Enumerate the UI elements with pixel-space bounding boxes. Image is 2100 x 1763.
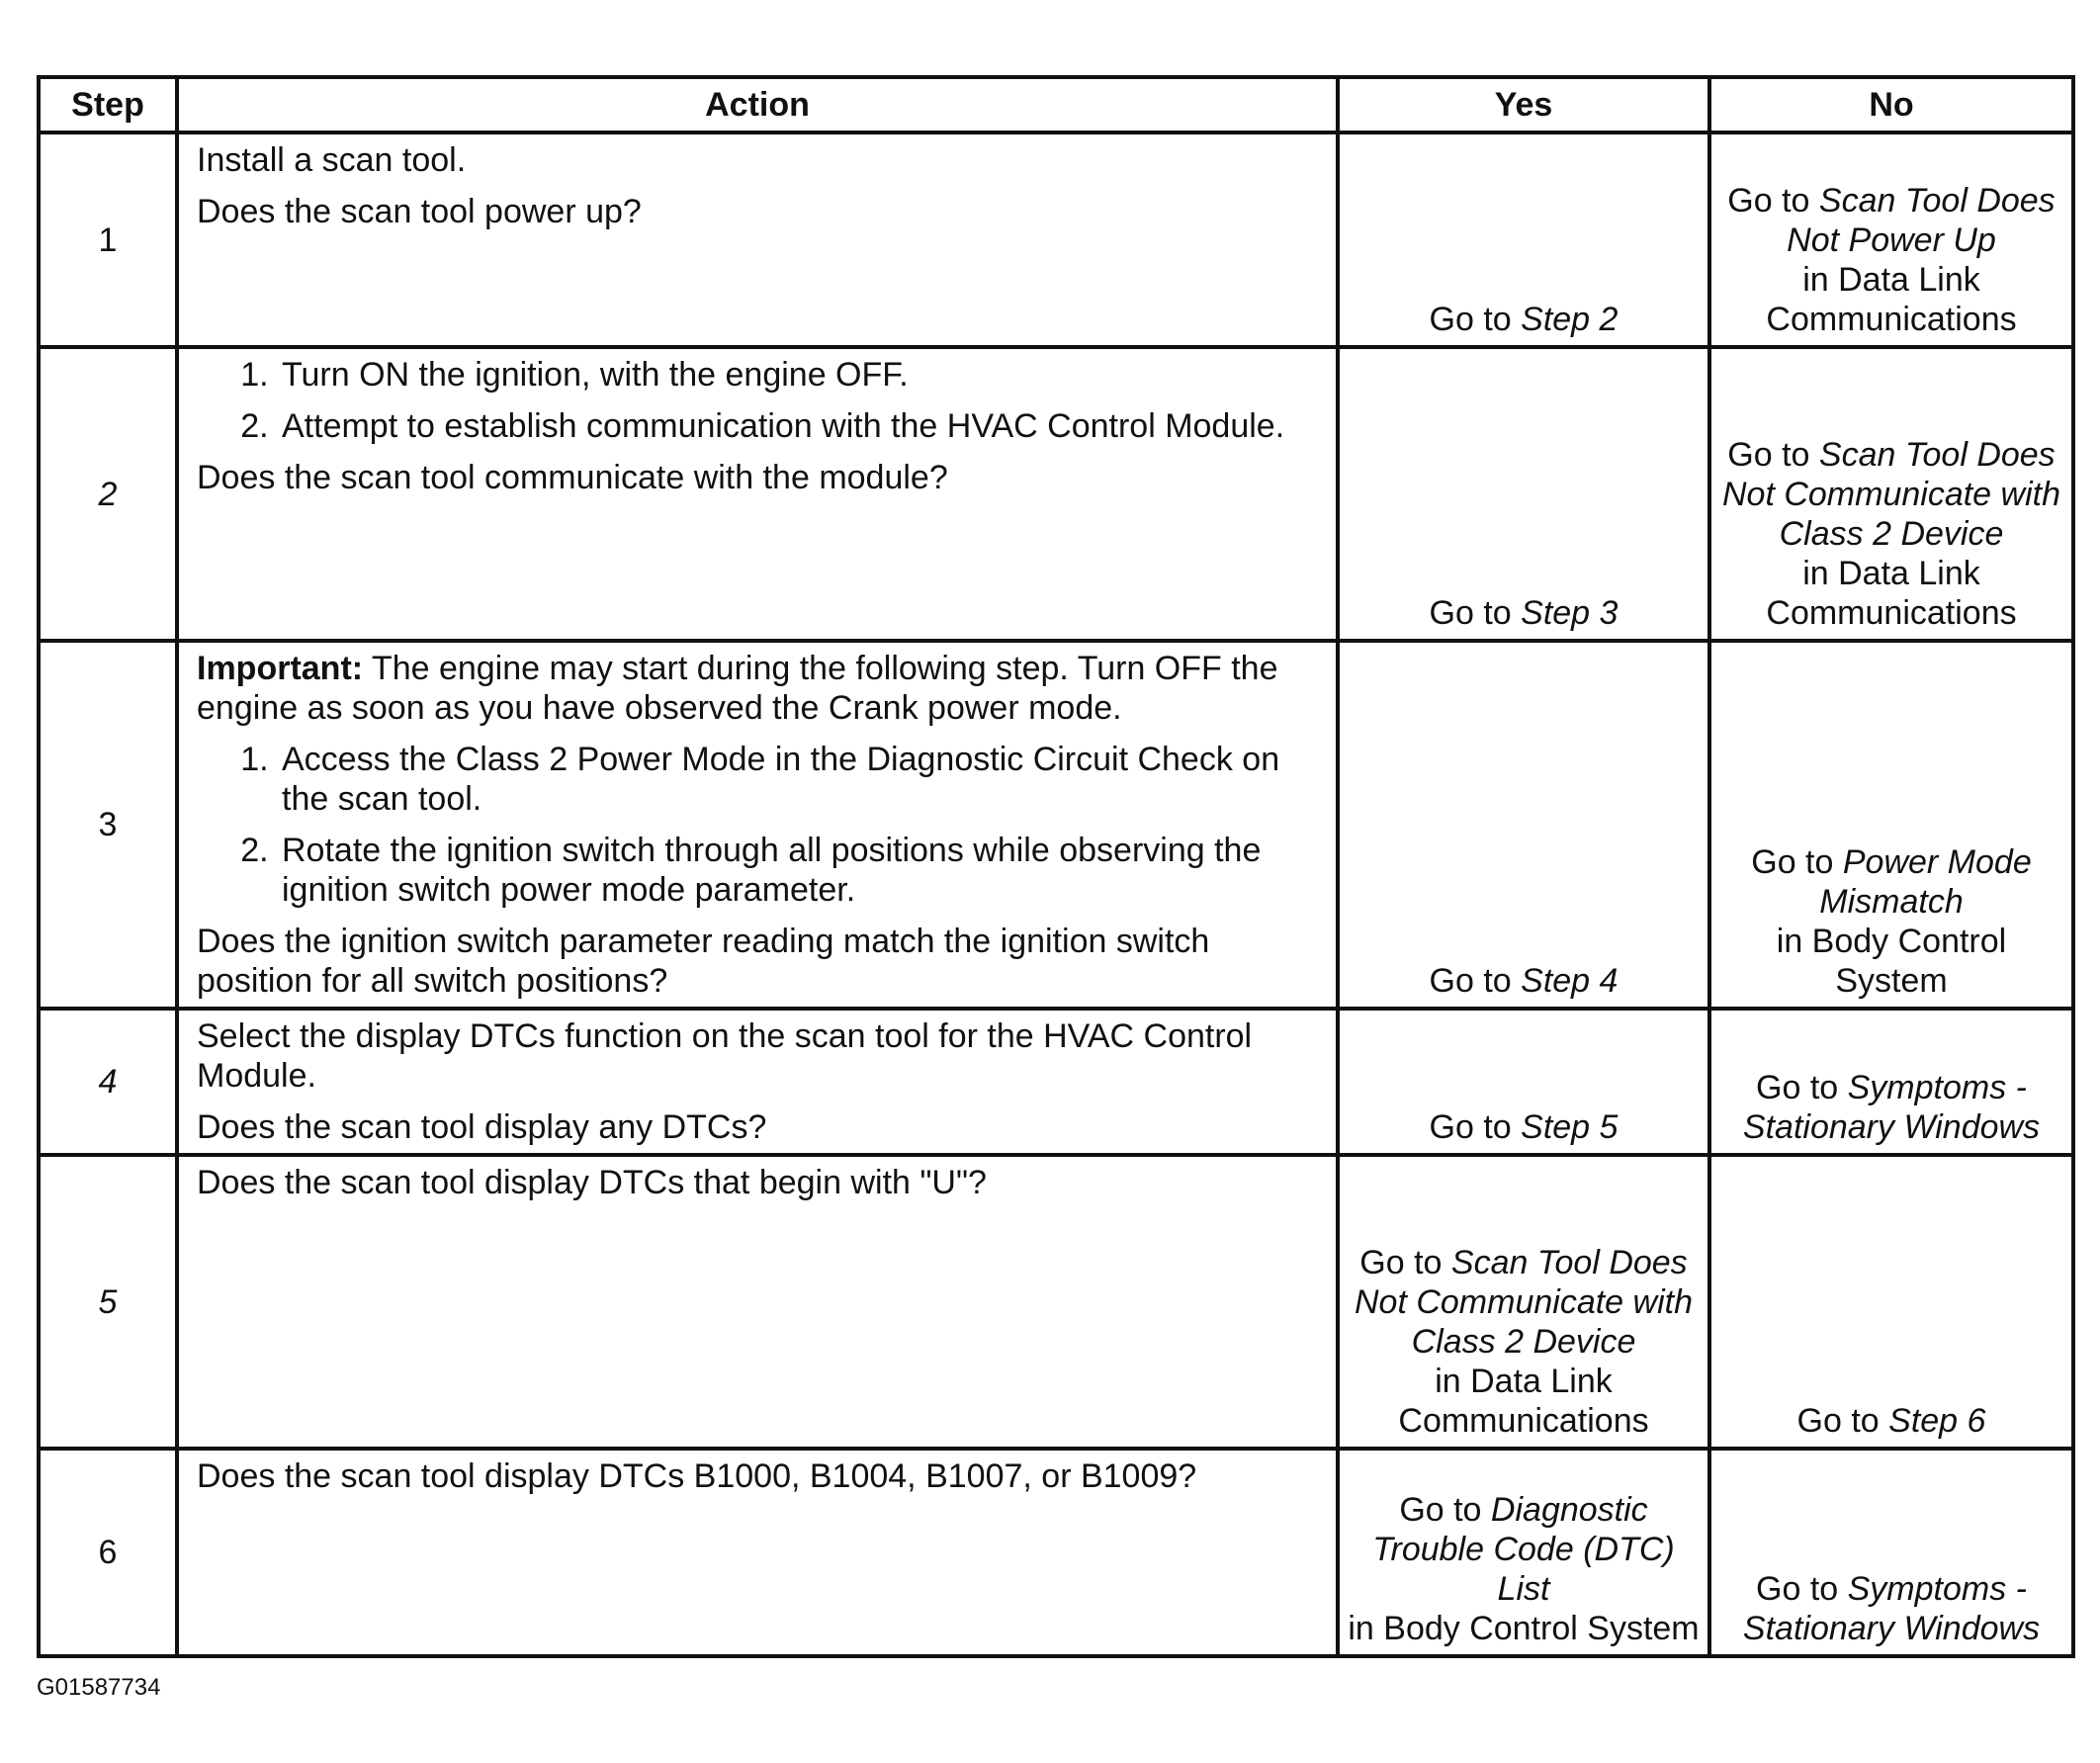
- no-prefix: Go to: [1756, 1570, 1848, 1608]
- important-label: Important:: [197, 650, 364, 687]
- no-link[interactable]: Power Mode Mismatch: [1819, 843, 2032, 921]
- table-row: [39, 132, 2073, 347]
- no-cell: [1709, 1009, 2073, 1155]
- action-question: Does the scan tool display any DTCs?: [197, 1108, 767, 1146]
- yes-link[interactable]: Step 2: [1521, 301, 1619, 338]
- step-number: 5: [39, 1155, 177, 1449]
- table-row: [39, 1009, 2073, 1155]
- yes-suffix: in Data Link Communications: [1398, 1363, 1649, 1440]
- no-prefix: Go to: [1796, 1402, 1889, 1440]
- action-cell: [177, 641, 1338, 1009]
- action-step: 1. Access the Class 2 Power Mode in the Diagnostic Circuit Check on the scan tool.: [278, 740, 1318, 819]
- action-steps: [197, 355, 1318, 446]
- diagnostic-table: [37, 75, 2075, 1658]
- action-cell: [177, 347, 1338, 641]
- action-question: Does the scan tool display DTCs B1000, B1004, B1007, or B1009?: [197, 1457, 1197, 1495]
- yes-prefix: Go to: [1429, 301, 1522, 338]
- action-question: Does the ignition switch parameter reading match the ignition switch position for all switch positions?: [197, 923, 1210, 1000]
- no-link[interactable]: Scan Tool Does Not Power Up: [1787, 182, 2056, 259]
- action-step: 1. Turn ON the ignition, with the engine OFF.: [278, 355, 1318, 395]
- action-question: Does the scan tool communicate with the module?: [197, 459, 948, 496]
- action-text: Install a scan tool.: [197, 141, 467, 179]
- action-question: Does the scan tool display DTCs that begin with "U"?: [197, 1164, 987, 1201]
- no-link[interactable]: Symptoms - Stationary Windows: [1742, 1069, 2041, 1146]
- table-row: [39, 641, 2073, 1009]
- no-prefix: Go to: [1727, 436, 1819, 474]
- action-step: 2. Attempt to establish communication with the HVAC Control Module.: [278, 406, 1318, 446]
- action-cell: [177, 1009, 1338, 1155]
- yes-link[interactable]: Step 3: [1521, 594, 1619, 632]
- yes-link[interactable]: Step 5: [1521, 1108, 1619, 1146]
- no-suffix: in Body Control System: [1776, 923, 2007, 1000]
- no-cell: [1709, 1155, 2073, 1449]
- step-number: 6: [39, 1449, 177, 1656]
- step-number: 1: [39, 132, 177, 347]
- yes-prefix: Go to: [1429, 962, 1522, 1000]
- table-row: [39, 347, 2073, 641]
- yes-link[interactable]: Step 4: [1521, 962, 1619, 1000]
- header-step: Step: [39, 77, 177, 132]
- step-number: 2: [39, 347, 177, 641]
- no-cell: [1709, 641, 2073, 1009]
- yes-cell: [1338, 1155, 1709, 1449]
- no-link[interactable]: Step 6: [1888, 1402, 1986, 1440]
- action-cell: [177, 1449, 1338, 1656]
- no-cell: [1709, 347, 2073, 641]
- yes-cell: [1338, 132, 1709, 347]
- no-cell: [1709, 1449, 2073, 1656]
- header-yes: Yes: [1338, 77, 1709, 132]
- yes-cell: [1338, 1009, 1709, 1155]
- yes-link[interactable]: Diagnostic Trouble Code (DTC) List: [1372, 1491, 1675, 1608]
- no-prefix: Go to: [1751, 843, 1843, 881]
- table-row: [39, 1155, 2073, 1449]
- no-link[interactable]: Symptoms - Stationary Windows: [1742, 1570, 2041, 1647]
- step-number: 3: [39, 641, 177, 1009]
- yes-cell: [1338, 1449, 1709, 1656]
- action-question: Does the scan tool power up?: [197, 193, 642, 230]
- no-link[interactable]: Scan Tool Does Not Communicate with Class 2 Device: [1721, 436, 2060, 553]
- yes-link[interactable]: Scan Tool Does Not Communicate with Class 2 Device: [1354, 1244, 1693, 1361]
- yes-prefix: Go to: [1359, 1244, 1451, 1281]
- no-cell: [1709, 132, 2073, 347]
- action-cell: [177, 132, 1338, 347]
- action-text: Select the display DTCs function on the scan tool for the HVAC Control Module.: [197, 1017, 1253, 1095]
- no-suffix: in Data Link Communications: [1766, 261, 2017, 338]
- action-steps: [197, 740, 1318, 910]
- yes-cell: [1338, 347, 1709, 641]
- action-cell: [177, 1155, 1338, 1449]
- yes-prefix: Go to: [1429, 594, 1522, 632]
- important-note: [197, 649, 1318, 728]
- table-row: [39, 1449, 2073, 1656]
- no-suffix: in Data Link Communications: [1766, 555, 2017, 632]
- diagnostic-table-frame: [37, 75, 2071, 1658]
- yes-cell: [1338, 641, 1709, 1009]
- no-prefix: Go to: [1727, 182, 1819, 220]
- action-step: 2. Rotate the ignition switch through all positions while observing the ignition switch power mode parameter.: [278, 831, 1318, 910]
- yes-prefix: Go to: [1429, 1108, 1522, 1146]
- step-number: 4: [39, 1009, 177, 1155]
- no-prefix: Go to: [1756, 1069, 1848, 1106]
- header-no: No: [1709, 77, 2073, 132]
- header-row: [39, 77, 2073, 132]
- figure-id: G01587734: [37, 1674, 161, 1701]
- header-action: Action: [177, 77, 1338, 132]
- important-text: The engine may start during the following step. Turn OFF the engine as soon as you have observed the Crank power mode.: [197, 650, 1278, 727]
- yes-suffix: in Body Control System: [1348, 1610, 1700, 1647]
- yes-prefix: Go to: [1399, 1491, 1491, 1529]
